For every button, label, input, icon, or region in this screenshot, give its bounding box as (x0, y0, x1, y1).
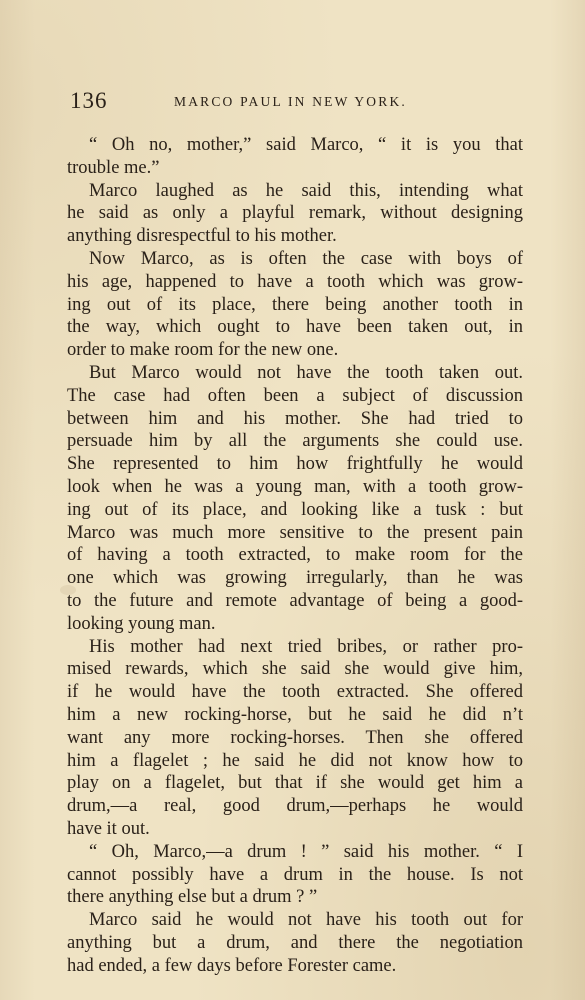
text-line: “ Oh no, mother,” said Marco, “ it is you that (89, 135, 523, 155)
text-line: he said as only a playful remark, without designing (67, 203, 523, 224)
running-title: MARCO PAUL IN NEW YORK. (174, 94, 407, 109)
text-line: had ended, a few days before Forester came. (67, 955, 397, 976)
text-line: She represented to him how frightfully he would (67, 454, 523, 475)
page-number: 136 (70, 88, 108, 113)
text-line: there anything else but a drum ? ” (67, 887, 318, 908)
text-line: want any more rocking-horses. Then she offered (67, 727, 523, 748)
text-line: one which was growing irregularly, than he was (67, 568, 523, 589)
text-line: look when he was a young man, with a tooth grow- (67, 476, 523, 497)
text-line: “ Oh, Marco,—a drum ! ” said his mother. “ I (89, 841, 523, 862)
text-line: ing out of its place, and looking like a tusk : but (67, 499, 523, 520)
text-line: his age, happened to have a tooth which was grow- (67, 271, 523, 292)
text-line: Marco was much more sensitive to the present pain (67, 522, 523, 543)
text-line: But Marco would not have the tooth taken out. (89, 362, 523, 383)
text-line: persuade him by all the arguments she could use. (67, 431, 523, 452)
running-head (70, 88, 525, 118)
text-line: Now Marco, as is often the case with boys of (89, 248, 523, 269)
text-line: anything but a drum, and there the negotiation (67, 932, 523, 953)
text-line: His mother had next tried bribes, or rather pro- (89, 636, 523, 657)
text-line: if he would have the tooth extracted. She offered (67, 682, 523, 703)
text-line: the way, which ought to have been taken out, in (67, 317, 523, 338)
text-line: order to make room for the new one. (67, 340, 339, 361)
text-line: anything disrespectful to his mother. (67, 226, 337, 247)
text-line: Marco laughed as he said this, intending what (89, 180, 523, 201)
text-line: Marco said he would not have his tooth out for (89, 910, 523, 931)
body-text (67, 134, 523, 977)
text-line: between him and his mother. She had tried to (67, 408, 523, 429)
text-line: ing out of its place, there being another tooth in (67, 294, 523, 315)
text-line: trouble me.” (67, 157, 160, 178)
text-line: him a new rocking-horse, but he said he did n’t (67, 704, 523, 725)
text-line: looking young man. (67, 613, 216, 634)
text-line: him a flagelet ; he said he did not know how to (67, 750, 523, 771)
text-line: drum,—a real, good drum,—perhaps he would (67, 796, 523, 817)
text-line: have it out. (67, 818, 150, 839)
text-line: mised rewards, which she said she would give him, (67, 659, 523, 680)
text-line: to the future and remote advantage of being a good- (67, 590, 523, 611)
text-line: of having a tooth extracted, to make room for the (67, 545, 523, 566)
text-line: cannot possibly have a drum in the house. Is not (67, 864, 523, 885)
text-line: The case had often been a subject of discussion (67, 385, 523, 406)
text-line: play on a flagelet, but that if she would get him a (67, 773, 523, 794)
